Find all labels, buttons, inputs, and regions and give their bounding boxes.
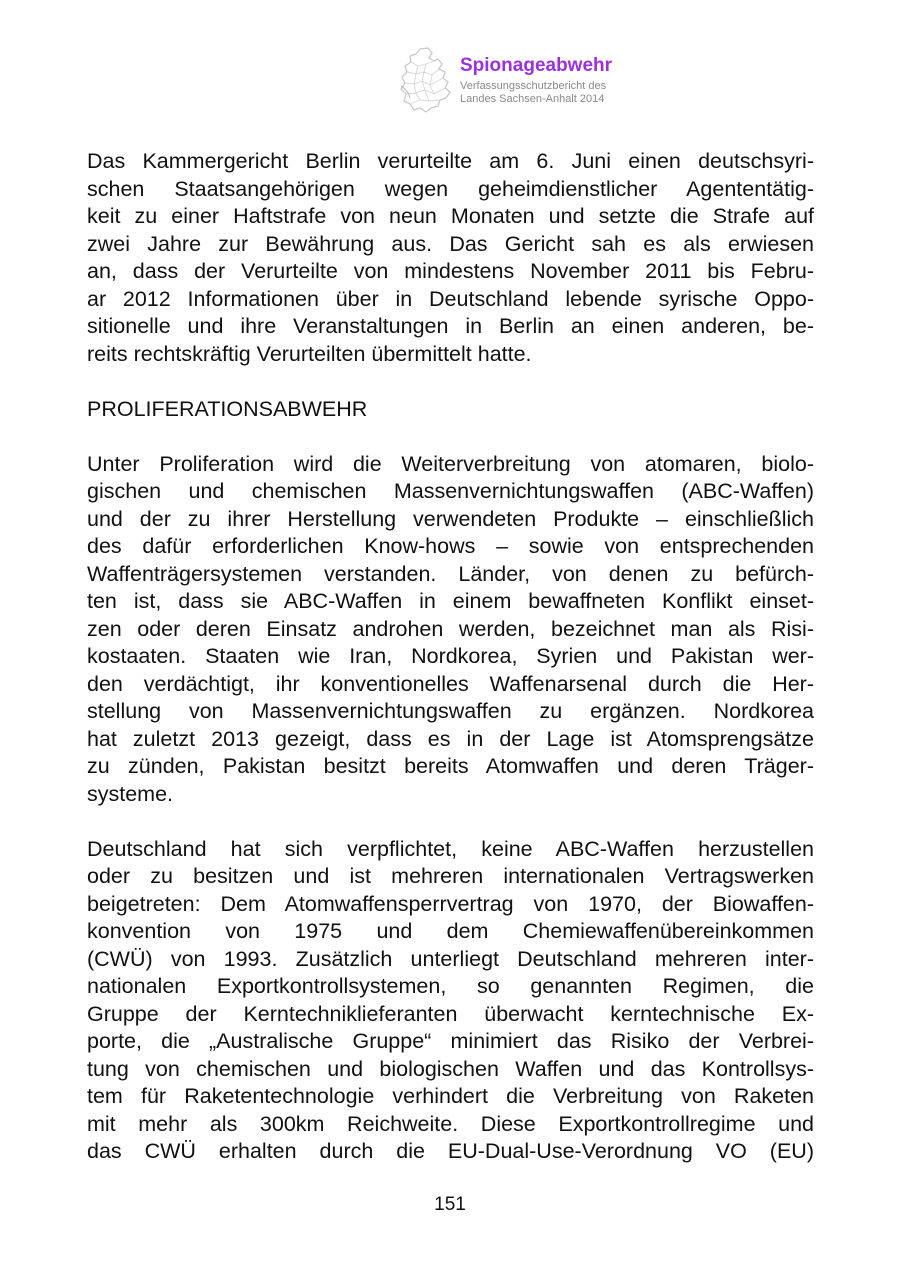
text-line: Deutschland hat sich verpflichtet, keine ABC-Waffen herzustellen xyxy=(87,836,814,861)
text-line: nationalen Exportkontrollsystemen, so genannten Regimen, die xyxy=(87,974,814,998)
page-header xyxy=(398,46,658,116)
page-number: 151 xyxy=(434,1194,466,1215)
text-line: ar 2012 Informationen über in Deutschland lebende syrische Oppo- xyxy=(87,286,814,311)
text-line: konvention von 1975 und dem Chemiewaffenübereinkommen xyxy=(87,919,814,943)
text-line: zen oder deren Einsatz androhen werden, bezeichnet man als Risi- xyxy=(87,616,814,641)
text-line: zwei Jahre zur Bewährung aus. Das Gericht sah es als erwiesen xyxy=(87,231,814,256)
text-line: gischen und chemischen Massenvernichtungswaffen (ABC-Waffen) xyxy=(87,479,814,503)
text-line: stellung von Massenvernichtungswaffen zu ergänzen. Nordkorea xyxy=(87,699,814,723)
text-line: oder zu besitzen und ist mehreren internationalen Vertragswerken xyxy=(87,864,814,888)
text-line: mit mehr als 300km Reichweite. Diese Exportkontrollregime und xyxy=(87,1111,814,1136)
main-content xyxy=(87,148,814,1166)
text-line: zu zünden, Pakistan besitzt bereits Atomwaffen und deren Träger- xyxy=(87,754,814,778)
text-line: Unter Proliferation wird die Weiterverbreitung von atomaren, biolo- xyxy=(87,451,814,476)
header-title: Spionageabwehr xyxy=(460,55,613,76)
text-line: sitionelle und ihre Veranstaltungen in Berlin an einen anderen, be- xyxy=(87,314,814,338)
text-line: (CWÜ) von 1993. Zusätzlich unterliegt Deutschland mehreren inter- xyxy=(87,946,814,971)
text-line: tung von chemischen und biologischen Waffen und das Kontrollsys- xyxy=(87,1056,814,1081)
sachsen-anhalt-map-icon xyxy=(398,46,458,114)
text-line: Das Kammergericht Berlin verurteilte am 6. Juni einen deutschsyri- xyxy=(87,149,814,173)
text-line: keit zu einer Haftstrafe von neun Monaten und setzte die Strafe auf xyxy=(87,204,814,228)
paragraph-proliferation xyxy=(87,451,814,809)
text-line: ten ist, dass sie ABC-Waffen in einem bewaffneten Konflikt einset- xyxy=(87,589,814,613)
text-line: den verdächtigt, ihr konventionelles Waffenarsenal durch die Her- xyxy=(87,671,814,696)
header-subtitle-line1: Verfassungsschutzbericht des xyxy=(460,80,607,92)
text-line: tem für Raketentechnologie verhindert die Verbreitung von Raketen xyxy=(87,1084,814,1108)
header-subtitle-line2: Landes Sachsen-Anhalt 2014 xyxy=(460,93,605,105)
text-line: kostaaten. Staaten wie Iran, Nordkorea, Syrien und Pakistan wer- xyxy=(87,644,814,668)
paragraph-kammergericht xyxy=(87,148,814,368)
text-line: an, dass der Verurteilte von mindestens November 2011 bis Febru- xyxy=(87,259,814,283)
text-line: beigetreten: Dem Atomwaffensperrvertrag von 1970, der Biowaffen- xyxy=(87,891,814,916)
text-line: hat zuletzt 2013 gezeigt, dass es in der Lage ist Atomsprengsätze xyxy=(87,726,814,751)
paragraph-deutschland xyxy=(87,836,814,1166)
text-line: reits rechtskräftig Verurteilten übermittelt hatte. xyxy=(87,341,532,366)
text-line: und der zu ihrer Herstellung verwendeten Produkte – einschließlich xyxy=(87,506,814,531)
text-line: das CWÜ erhalten durch die EU-Dual-Use-Verordnung VO (EU) xyxy=(87,1139,814,1163)
text-line: schen Staatsangehörigen wegen geheimdienstlicher Agententätig- xyxy=(87,176,814,201)
section-heading: PROLIFERATIONSABWEHR xyxy=(87,396,368,421)
text-line: porte, die „Australische Gruppe“ minimiert das Risiko der Verbrei- xyxy=(87,1029,814,1053)
text-line: systeme. xyxy=(87,781,174,806)
text-line: Gruppe der Kerntechniklieferanten überwacht kerntechnische Ex- xyxy=(87,1001,814,1026)
text-line: des dafür erforderlichen Know-hows – sowie von entsprechenden xyxy=(87,534,814,558)
text-line: Waffenträgersystemen verstanden. Länder, von denen zu befürch- xyxy=(87,561,814,586)
